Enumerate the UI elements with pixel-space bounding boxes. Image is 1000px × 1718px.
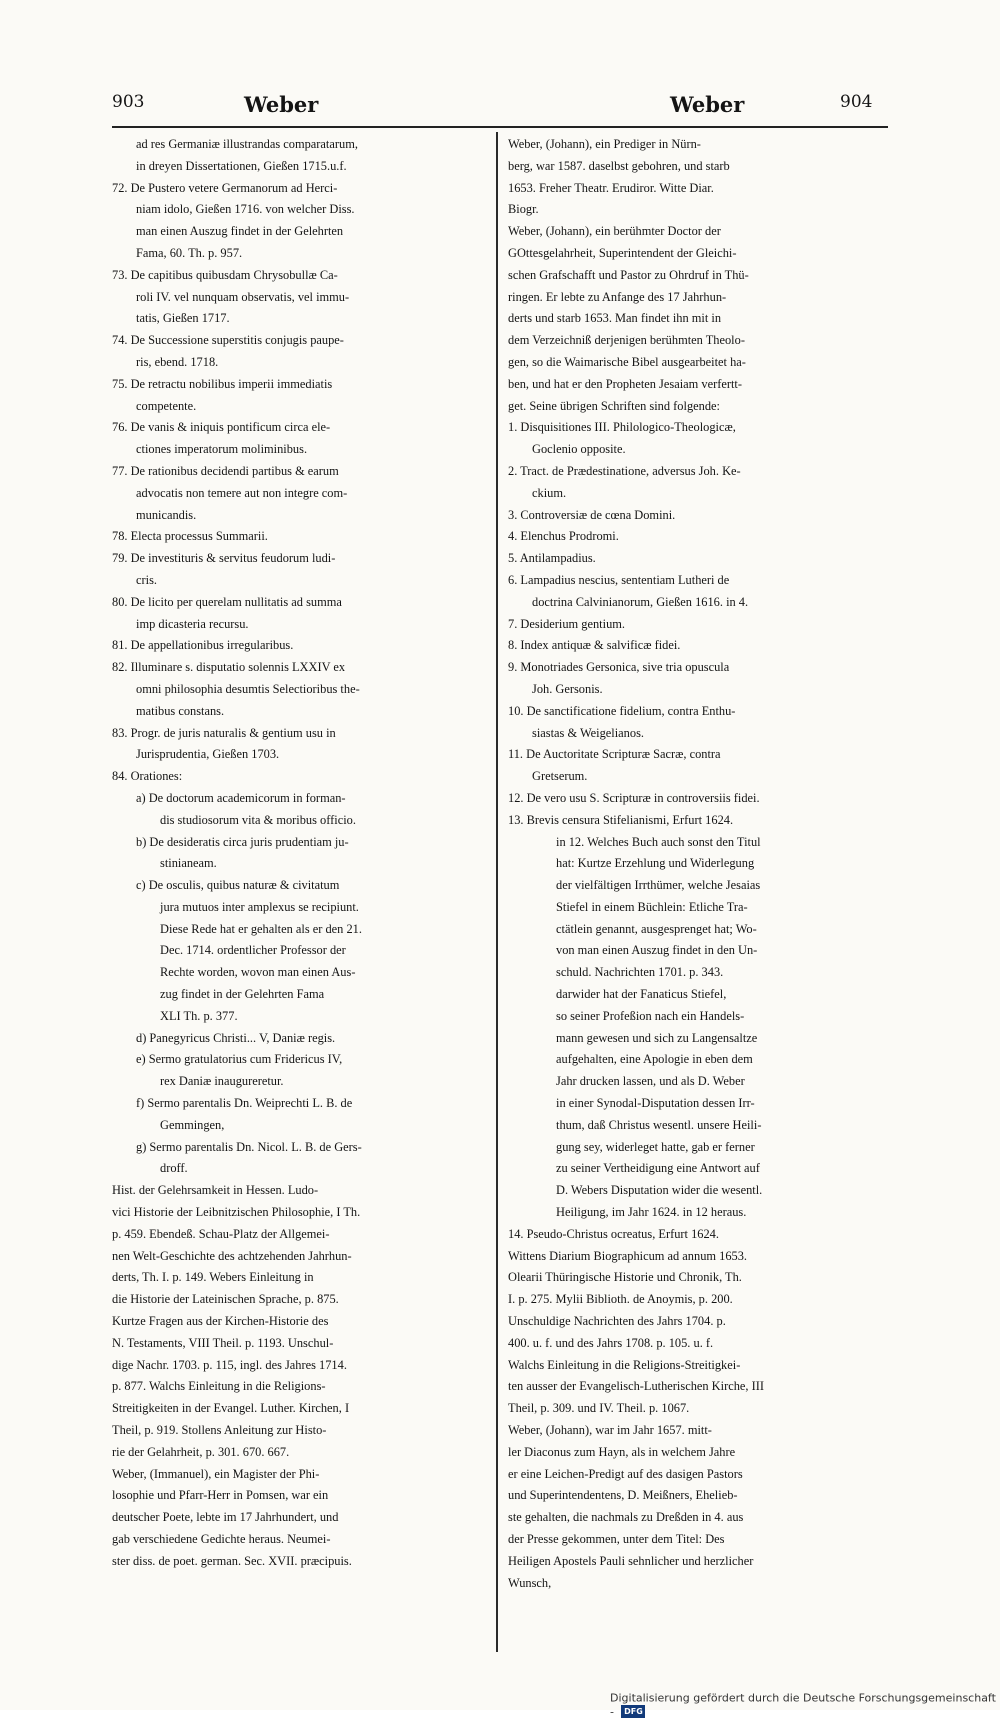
page-number-right: 904 (840, 92, 872, 112)
text-line: mann gewesen und sich zu Langensaltze (508, 1028, 884, 1050)
headword-right: Weber (670, 92, 744, 117)
dfg-logo: DFG (621, 1705, 645, 1718)
text-line: ben, und hat er den Propheten Jesaiam verfertt- (508, 374, 884, 396)
text-line: Walchs Einleitung in die Religions-Streitigkei- (508, 1355, 884, 1377)
text-line: Goclenio opposite. (508, 439, 884, 461)
text-line: b) De desideratis circa juris prudentiam ju- (112, 832, 484, 854)
text-line: der vielfältigen Irrthümer, welche Jesaias (508, 875, 884, 897)
text-line: niam idolo, Gießen 1716. von welcher Diss. (112, 199, 484, 221)
text-line: losophie und Pfarr-Herr in Pomsen, war ein (112, 1485, 484, 1507)
text-line: get. Seine übrigen Schriften sind folgende: (508, 396, 884, 418)
footer-credit (610, 1691, 1000, 1710)
text-line: matibus constans. (112, 701, 484, 723)
text-line: 13. Brevis censura Stifelianismi, Erfurt 1624. (508, 810, 884, 832)
text-line: Jurisprudentia, Gießen 1703. (112, 744, 484, 766)
text-line: ctiones imperatorum moliminibus. (112, 439, 484, 461)
text-line: ckium. (508, 483, 884, 505)
text-line: der Presse gekommen, unter dem Titel: Des (508, 1529, 884, 1551)
text-line: a) De doctorum academicorum in forman- (112, 788, 484, 810)
text-line: c) De osculis, quibus naturæ & civitatum (112, 875, 484, 897)
text-line: gen, so die Waimarische Bibel ausgearbeitet ha- (508, 352, 884, 374)
text-line: so seiner Profeßion nach ein Handels- (508, 1006, 884, 1028)
text-line: schuld. Nachrichten 1701. p. 343. (508, 962, 884, 984)
text-line: 74. De Successione superstitis conjugis paupe- (112, 330, 484, 352)
text-line: rie der Gelahrheit, p. 301. 670. 667. (112, 1442, 484, 1464)
text-line: Fama, 60. Th. p. 957. (112, 243, 484, 265)
text-line: in 12. Welches Buch auch sonst den Titul (508, 832, 884, 854)
text-line: p. 459. Ebendeß. Schau-Platz der Allgemei- (112, 1224, 484, 1246)
text-line: von man einen Auszug findet in den Un- (508, 940, 884, 962)
text-line: in dreyen Dissertationen, Gießen 1715.u.f. (112, 156, 484, 178)
text-line: die Historie der Lateinischen Sprache, p. 875. (112, 1289, 484, 1311)
text-line: doctrina Calvinianorum, Gießen 1616. in 4. (508, 592, 884, 614)
text-line: omni philosophia desumtis Selectioribus the- (112, 679, 484, 701)
text-line: 83. Progr. de juris naturalis & gentium usu in (112, 723, 484, 745)
text-line: dis studiosorum vita & moribus officio. (112, 810, 484, 832)
text-line: Weber, (Immanuel), ein Magister der Phi- (112, 1464, 484, 1486)
text-line: Stiefel in einem Büchlein: Etliche Tra- (508, 897, 884, 919)
text-line: Heiligen Apostels Pauli sehnlicher und herzlicher (508, 1551, 884, 1573)
text-line: darwider hat der Fanaticus Stiefel, (508, 984, 884, 1006)
text-line: imp dicasteria recursu. (112, 614, 484, 636)
text-line: zug findet in der Gelehrten Fama (112, 984, 484, 1006)
text-line: advocatis non temere aut non integre com- (112, 483, 484, 505)
text-line: GOttesgelahrheit, Superintendent der Gleichi- (508, 243, 884, 265)
text-line: Gemmingen, (112, 1115, 484, 1137)
text-line: deutscher Poete, lebte im 17 Jahrhundert, und (112, 1507, 484, 1529)
text-line: 2. Tract. de Prædestinatione, adversus Joh. Ke- (508, 461, 884, 483)
text-line: Jahr drucken lassen, und als D. Weber (508, 1071, 884, 1093)
text-line: ster diss. de poet. german. Sec. XVII. præcipuis. (112, 1551, 484, 1573)
text-line: 1. Disquisitiones III. Philologico-Theologicæ, (508, 417, 884, 439)
text-line: 73. De capitibus quibusdam Chrysobullæ Ca- (112, 265, 484, 287)
column-divider (496, 132, 498, 1652)
text-line: Theil, p. 309. und IV. Theil. p. 1067. (508, 1398, 884, 1420)
text-line: 1653. Freher Theatr. Erudiror. Witte Diar. (508, 178, 884, 200)
text-line: 12. De vero usu S. Scripturæ in controversiis fidei. (508, 788, 884, 810)
text-line: vici Historie der Leibnitzischen Philosophie, I Th. (112, 1202, 484, 1224)
text-line: er eine Leichen-Predigt auf des dasigen Pastors (508, 1464, 884, 1486)
text-line: gung sey, widerleget hatte, gab er ferner (508, 1137, 884, 1159)
text-line: Rechte worden, wovon man einen Aus- (112, 962, 484, 984)
text-line: ris, ebend. 1718. (112, 352, 484, 374)
text-line: 76. De vanis & iniquis pontificum circa ele- (112, 417, 484, 439)
text-line: roli IV. vel nunquam observatis, vel immu- (112, 287, 484, 309)
text-line: man einen Auszug findet in der Gelehrten (112, 221, 484, 243)
text-line: Unschuldige Nachrichten des Jahrs 1704. p. (508, 1311, 884, 1333)
text-line: gab verschiedene Gedichte heraus. Neumei- (112, 1529, 484, 1551)
text-line: d) Panegyricus Christi... V, Daniæ regis. (112, 1028, 484, 1050)
text-line: p. 877. Walchs Einleitung in die Religions- (112, 1376, 484, 1398)
text-line: nen Welt-Geschichte des achtzehenden Jahrhun- (112, 1246, 484, 1268)
text-line: 84. Orationes: (112, 766, 484, 788)
page-header (112, 92, 888, 130)
text-line: dem Verzeichniß derjenigen berühmten Theolo- (508, 330, 884, 352)
text-line: 14. Pseudo-Christus ocreatus, Erfurt 1624. (508, 1224, 884, 1246)
right-column (508, 134, 884, 1594)
text-line: droff. (112, 1158, 484, 1180)
text-line: Kurtze Fragen aus der Kirchen-Historie des (112, 1311, 484, 1333)
text-line: competente. (112, 396, 484, 418)
text-line: jura mutuos inter amplexus se recipiunt. (112, 897, 484, 919)
text-line: Heiligung, im Jahr 1624. in 12 heraus. (508, 1202, 884, 1224)
text-line: hat: Kurtze Erzehlung und Widerlegung (508, 853, 884, 875)
text-line: Hist. der Gelehrsamkeit in Hessen. Ludo- (112, 1180, 484, 1202)
text-line: Wittens Diarium Biographicum ad annum 1653. (508, 1246, 884, 1268)
text-line: 6. Lampadius nescius, sententiam Lutheri de (508, 570, 884, 592)
text-line: 82. Illuminare s. disputatio solennis LXXIV ex (112, 657, 484, 679)
text-line: Theil, p. 919. Stollens Anleitung zur Histo- (112, 1420, 484, 1442)
text-line: Dec. 1714. ordentlicher Professor der (112, 940, 484, 962)
text-line: schen Grafschafft und Pastor zu Ohrdruf in Thü- (508, 265, 884, 287)
text-line: Streitigkeiten in der Evangel. Luther. Kirchen, I (112, 1398, 484, 1420)
text-line: e) Sermo gratulatorius cum Fridericus IV, (112, 1049, 484, 1071)
text-line: Weber, (Johann), ein berühmter Doctor der (508, 221, 884, 243)
header-rule (112, 126, 888, 128)
text-line: zu seiner Vertheidigung eine Antwort auf (508, 1158, 884, 1180)
page-number-left: 903 (112, 92, 144, 112)
text-line: rex Daniæ inaugureretur. (112, 1071, 484, 1093)
text-line: g) Sermo parentalis Dn. Nicol. L. B. de Gers- (112, 1137, 484, 1159)
text-line: Weber, (Johann), ein Prediger in Nürn- (508, 134, 884, 156)
text-line: 11. De Auctoritate Scripturæ Sacræ, contra (508, 744, 884, 766)
text-line: Weber, (Johann), war im Jahr 1657. mitt- (508, 1420, 884, 1442)
left-column (112, 134, 484, 1573)
text-line: Wunsch, (508, 1573, 884, 1595)
text-line: ten ausser der Evangelisch-Lutherischen Kirche, III (508, 1376, 884, 1398)
text-line: 75. De retractu nobilibus imperii immediatis (112, 374, 484, 396)
text-line: 7. Desiderium gentium. (508, 614, 884, 636)
text-line: XLI Th. p. 377. (112, 1006, 484, 1028)
text-line: Diese Rede hat er gehalten als er den 21. (112, 919, 484, 941)
text-line: 78. Electa processus Summarii. (112, 526, 484, 548)
text-line: 10. De sanctificatione fidelium, contra Enthu- (508, 701, 884, 723)
text-line: cris. (112, 570, 484, 592)
text-line: dige Nachr. 1703. p. 115, ingl. des Jahres 1714. (112, 1355, 484, 1377)
text-line: in einer Synodal-Disputation dessen Irr- (508, 1093, 884, 1115)
text-line: 79. De investituris & servitus feudorum ludi- (112, 548, 484, 570)
text-line: municandis. (112, 505, 484, 527)
text-line: 3. Controversiæ de cœna Domini. (508, 505, 884, 527)
text-line: ler Diaconus zum Hayn, als in welchem Jahre (508, 1442, 884, 1464)
text-line: berg, war 1587. daselbst gebohren, und starb (508, 156, 884, 178)
text-line: Biogr. (508, 199, 884, 221)
text-line: Joh. Gersonis. (508, 679, 884, 701)
text-line: derts und starb 1653. Man findet ihn mit in (508, 308, 884, 330)
text-line: 80. De licito per querelam nullitatis ad summa (112, 592, 484, 614)
text-line: N. Testaments, VIII Theil. p. 1193. Unschul- (112, 1333, 484, 1355)
text-line: ad res Germaniæ illustrandas comparatarum, (112, 134, 484, 156)
text-line: D. Webers Disputation wider die wesentl. (508, 1180, 884, 1202)
text-line: 77. De rationibus decidendi partibus & earum (112, 461, 484, 483)
text-line: ste gehalten, die nachmals zu Dreßden in 4. aus (508, 1507, 884, 1529)
text-line: f) Sermo parentalis Dn. Weiprechti L. B. de (112, 1093, 484, 1115)
text-line: 72. De Pustero vetere Germanorum ad Herci- (112, 178, 484, 200)
text-line: Gretserum. (508, 766, 884, 788)
headword-left: Weber (244, 92, 318, 117)
text-line: I. p. 275. Mylii Biblioth. de Anoymis, p. 200. (508, 1289, 884, 1311)
text-line: ctätlein genannt, ausgesprenget hat; Wo- (508, 919, 884, 941)
text-line: 5. Antilampadius. (508, 548, 884, 570)
text-line: Olearii Thüringische Historie und Chronik, Th. (508, 1267, 884, 1289)
text-line: 4. Elenchus Prodromi. (508, 526, 884, 548)
text-line: 400. u. f. und des Jahrs 1708. p. 105. u. f. (508, 1333, 884, 1355)
text-line: 8. Index antiquæ & salvificæ fidei. (508, 635, 884, 657)
footer-credit-text: Digitalisierung gefördert durch die Deutsche Forschungsgemeinschaft - (610, 1692, 996, 1718)
text-line: 9. Monotriades Gersonica, sive tria opuscula (508, 657, 884, 679)
text-line: stinianeam. (112, 853, 484, 875)
text-line: ringen. Er lebte zu Anfange des 17 Jahrhun- (508, 287, 884, 309)
text-line: 81. De appellationibus irregularibus. (112, 635, 484, 657)
text-line: tatis, Gießen 1717. (112, 308, 484, 330)
text-line: siastas & Weigelianos. (508, 723, 884, 745)
text-line: aufgehalten, eine Apologie in eben dem (508, 1049, 884, 1071)
text-line: derts, Th. I. p. 149. Webers Einleitung in (112, 1267, 484, 1289)
text-line: thum, daß Christus wesentl. unsere Heili- (508, 1115, 884, 1137)
text-line: und Superintendentens, D. Meißners, Ehelieb- (508, 1485, 884, 1507)
